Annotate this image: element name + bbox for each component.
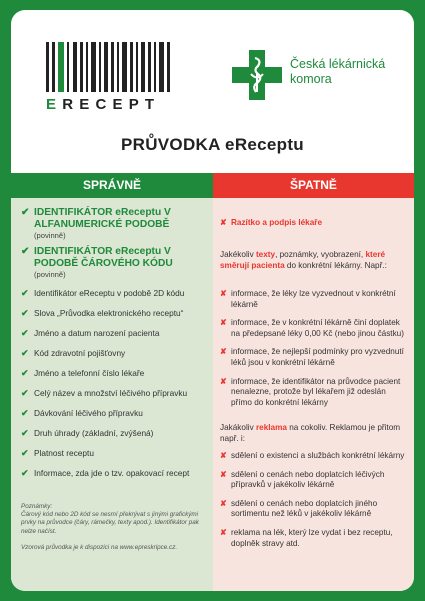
- wrong-heading: ŠPATNĚ: [213, 173, 414, 198]
- correct-heading: SPRÁVNĚ: [11, 173, 213, 198]
- list-item: ✘ sdělení o cenách nebo doplatcích jiného sortimentu než léků v jakékoliv lékárně: [220, 498, 378, 519]
- cross-mark-icon: ✘: [220, 376, 227, 386]
- chamber-name: Česká lékárnická komora: [290, 57, 386, 86]
- checkmark-icon: ✔: [21, 308, 29, 318]
- notes: Poznámky: Čárový kód nebo 2D kód se nesmí překrývat s jinými grafickými prvky na průvodce (čáry, rámečky, texty apod.). Identifikátor pak nelze načíst. Vzorová průvodka je k dispozici na www.epreskripce.cz.: [21, 503, 199, 551]
- list-item: ✔ IDENTIFIKÁTOR eReceptu V ALFANUMERICKÉ PODOBĚ (povinně): [21, 207, 171, 240]
- cross-mark-icon: ✘: [220, 498, 227, 508]
- wrong-column: [213, 173, 414, 591]
- poster-card: [11, 10, 414, 591]
- list-item: ✘ informace, že nejlepší podmínky pro vyzvednutí léků jsou v konkrétní lékárně: [220, 347, 404, 367]
- advertising-paragraph: Jakákoliv reklama na cokoliv. Reklamou je přitom např. i:: [220, 423, 401, 443]
- checkmark-icon: ✔: [21, 388, 29, 398]
- list-item: ✔ Celý název a množství léčivého přípravku: [21, 388, 188, 398]
- checkmark-icon: ✔: [21, 408, 29, 418]
- checkmark-icon: ✔: [21, 348, 29, 358]
- checkmark-icon: ✔: [21, 368, 29, 378]
- list-item: ✔ Platnost receptu: [21, 448, 94, 458]
- checkmark-icon: ✔: [21, 428, 29, 438]
- list-item: ✔ Jméno a datum narození pacienta: [21, 328, 160, 338]
- checkmark-icon: ✔: [21, 468, 29, 478]
- list-item: ✔ Kód zdravotní pojišťovny: [21, 348, 126, 358]
- cross-mark-icon: ✘: [220, 451, 227, 460]
- list-item: ✘ sdělení o existenci a službách konkrétní lékárny: [220, 451, 405, 460]
- advertising-list: [220, 451, 408, 549]
- checkmark-icon: ✔: [21, 246, 30, 257]
- texts-list: [220, 289, 408, 408]
- list-item: ✔ Informace, zda jde o tzv. opakovací recept: [21, 468, 190, 478]
- correct-column: [11, 173, 213, 591]
- pharmacy-cross-icon: [232, 50, 282, 100]
- list-item: ✔ Jméno a telefonní číslo lékaře: [21, 368, 145, 378]
- list-item: ✘ reklama na lék, který lze vydat i bez receptu, doplněk stravy atd.: [220, 527, 393, 548]
- page-title: PRŮVODKA eReceptu: [120, 135, 304, 154]
- cross-mark-icon: ✘: [220, 318, 227, 328]
- wrong-top-item: ✘ Razítko a podpis lékaře: [220, 218, 323, 227]
- checkmark-icon: ✔: [21, 448, 29, 458]
- cross-mark-icon: ✘: [220, 527, 227, 537]
- checkmark-icon: ✔: [21, 328, 29, 338]
- list-item: ✔ Slova „Průvodka elektronického receptu“: [21, 308, 184, 318]
- barcode-graphic: [46, 42, 174, 92]
- list-item: ✘ informace, že léky lze vyzvednout v konkrétní lékárně: [220, 289, 396, 309]
- list-item: ✘ informace, že identifikátor na průvodce pacient nenalezne, protože byl lékařem již odeslán přímo do konkrétní lékárny: [220, 376, 401, 407]
- texts-paragraph: Jakékoliv texty, poznámky, vyobrazení, které směrují pacienta do konkrétní lékárny. Např.:: [220, 250, 387, 270]
- cross-mark-icon: ✘: [220, 469, 227, 479]
- list-item: ✔ Identifikátor eReceptu v podobě 2D kódu: [21, 288, 185, 298]
- list-item: ✘ sdělení o cenách nebo doplatcích léčivých přípravků v jakékoliv lékárně: [220, 469, 385, 490]
- list-item: ✔ Dávkování léčivého přípravku: [21, 408, 143, 418]
- cross-mark-icon: ✘: [220, 347, 227, 357]
- list-item: ✔ IDENTIFIKÁTOR eReceptu V PODOBĚ ČÁROVÉHO KÓDU (povinně): [21, 246, 173, 279]
- checkmark-icon: ✔: [21, 288, 29, 298]
- checkmark-icon: ✔: [21, 207, 30, 218]
- list-item: ✘ informace, že v konkrétní lékárně činí doplatek na předepsané léky 0,00 Kč (nebo jinou částku): [220, 318, 404, 338]
- erecept-wordmark: ERECEPT: [46, 96, 161, 113]
- erecept-logo: [46, 42, 176, 120]
- list-item: ✔ Druh úhrady (základní, zvýšená): [21, 428, 154, 438]
- correct-list: [21, 207, 211, 479]
- cross-mark-icon: ✘: [220, 289, 227, 298]
- cross-mark-icon: ✘: [220, 218, 227, 227]
